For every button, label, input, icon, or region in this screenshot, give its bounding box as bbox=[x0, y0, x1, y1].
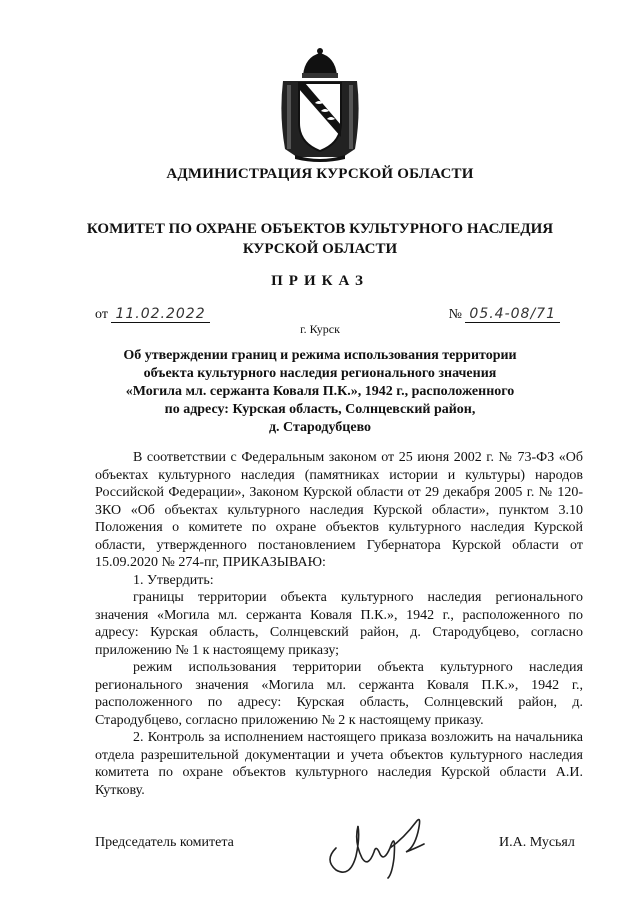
organization-name: АДМИНИСТРАЦИЯ КУРСКОЙ ОБЛАСТИ bbox=[166, 166, 474, 182]
number-value: 05.4-08/71 bbox=[465, 306, 560, 323]
number-prefix: № bbox=[448, 307, 462, 322]
handwritten-signature-icon bbox=[318, 808, 438, 880]
order-date bbox=[95, 306, 210, 323]
date-prefix: от bbox=[95, 307, 108, 322]
order-subject bbox=[100, 347, 540, 437]
order-body bbox=[95, 449, 583, 799]
preamble-paragraph: В соответствии с Федеральным законом от 25 июня 2002 г. № 73-ФЗ «Об объектах культурного наследия (памятниках истории и культуры) народов Российской Федерации», Законом Курской области от 29 декабря 2005 г. № 120-ЗКО «Об объектах культурного наследия Курской области», пунктом 3.10 Положения о комитете по охране объектов культурного наследия Курской области, утвержденного постановлением Губернатора Курской области от 15.09.2020 № 274-пг, ПРИКАЗЫВАЮ: bbox=[95, 450, 583, 570]
subject-line4: по адресу: Курская область, Солнцевский район, bbox=[164, 402, 476, 417]
boundaries-paragraph: границы территории объекта культурного наследия регионального значения «Могила мл. сержанта Коваля П.К.», 1942 г., расположенного по адресу: Курская область, Солнцевский район, д. Стародубцево, согласно приложению № 1 к настоящему приказу; bbox=[95, 590, 583, 658]
regime-paragraph: режим использования территории объекта культурного наследия регионального значения «Могила мл. сержанта Коваля П.К.», 1942 г., расположенного по адресу: Курская область, Солнцевский район, д. Стародубцево, согласно приложению № 2 к настоящему приказу. bbox=[95, 660, 583, 728]
coat-of-arms-icon bbox=[275, 45, 365, 163]
committee-name-line1: КОМИТЕТ ПО ОХРАНЕ ОБЪЕКТОВ КУЛЬТУРНОГО НАСЛЕДИЯ bbox=[86, 221, 554, 237]
date-value: 11.02.2022 bbox=[111, 306, 209, 323]
subject-line5: д. Стародубцево bbox=[268, 420, 372, 435]
document-type: ПРИКАЗ bbox=[271, 273, 369, 289]
signatory-name: И.А. Мусьял bbox=[499, 835, 575, 850]
committee-name bbox=[60, 219, 580, 259]
item-1-paragraph: 1. Утвердить: bbox=[133, 572, 214, 588]
subject-line3: «Могила мл. сержанта Коваля П.К.», 1942 г., расположенного bbox=[125, 384, 515, 399]
city: г. Курск bbox=[300, 322, 340, 336]
control-paragraph: 2. Контроль за исполнением настоящего приказа возложить на начальника отдела разрешительной документации и учета объектов культурного наследия комитета по охране объектов культурного наследия Курской области А.И. Куткову. bbox=[95, 730, 583, 798]
signatory-title: Председатель комитета bbox=[95, 835, 234, 850]
committee-name-line2: КУРСКОЙ ОБЛАСТИ bbox=[242, 241, 398, 257]
subject-line1: Об утверждении границ и режима использования территории bbox=[123, 348, 517, 363]
subject-line2: объекта культурного наследия регионального значения bbox=[143, 366, 497, 381]
order-number bbox=[449, 306, 560, 323]
